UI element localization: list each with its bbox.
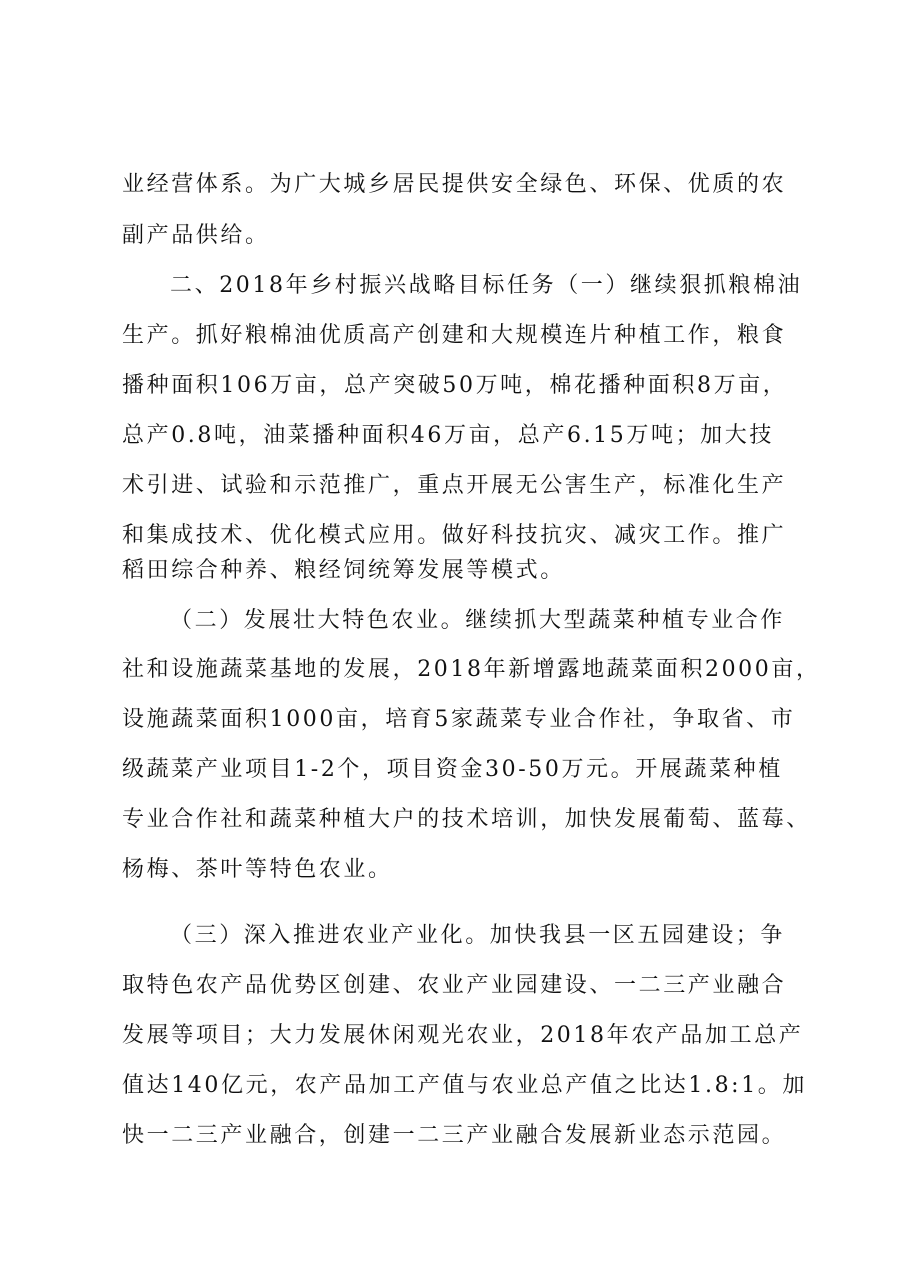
text-line: 发展等项目；大力发展休闲观光农业，2018年农产品加工总产 [122, 1023, 804, 1048]
text-line: 值达140亿元，农产品加工产值与农业总产值之比达1.8:1。加 [122, 1073, 807, 1098]
text-line: 和集成技术、优化模式应用。做好科技抗灾、减灾工作。推广 [122, 523, 787, 548]
text-line: （二）发展壮大特色农业。继续抓大型蔬菜种植专业合作 [170, 608, 786, 633]
text-line: 快一二三产业融合，创建一二三产业融合发展新业态示范园。 [122, 1123, 787, 1148]
text-line: 稻田综合种养、粮经饲统筹发展等模式。 [122, 558, 565, 583]
text-line: 专业合作社和蔬菜种植大户的技术培训，加快发展葡萄、蓝莓、 [122, 807, 811, 832]
text-line: （三）深入推进农业产业化。加快我县一区五园建设；争 [170, 923, 786, 948]
text-line: 术引进、试验和示范推广，重点开展无公害生产，标准化生产 [122, 473, 787, 498]
text-line: 播种面积106万亩，总产突破50万吨，棉花播种面积8万亩， [122, 373, 788, 398]
text-line: 社和设施蔬菜基地的发展，2018年新增露地蔬菜面积2000亩， [122, 657, 821, 682]
text-line: 业经营体系。为广大城乡居民提供安全绿色、环保、优质的农 [122, 172, 787, 197]
text-line: 设施蔬菜面积1000亩，培育5家蔬菜专业合作社，争取省、市 [122, 707, 796, 732]
text-line: 取特色农产品优势区创建、农业产业园建设、一二三产业融合 [122, 973, 787, 998]
text-line: 杨梅、茶叶等特色农业。 [122, 857, 393, 882]
text-line: 级蔬菜产业项目1-2个，项目资金30-50万元。开展蔬菜种植 [122, 757, 783, 782]
text-line: 副产品供给。 [122, 223, 270, 248]
text-line: 生产。抓好粮棉油优质高产创建和大规模连片种植工作，粮食 [122, 323, 787, 348]
text-line: 总产0.8吨，油菜播种面积46万亩，总产6.15万吨；加大技 [122, 423, 774, 448]
text-line: 二、2018年乡村振兴战略目标任务（一）继续狠抓粮棉油 [170, 273, 803, 298]
